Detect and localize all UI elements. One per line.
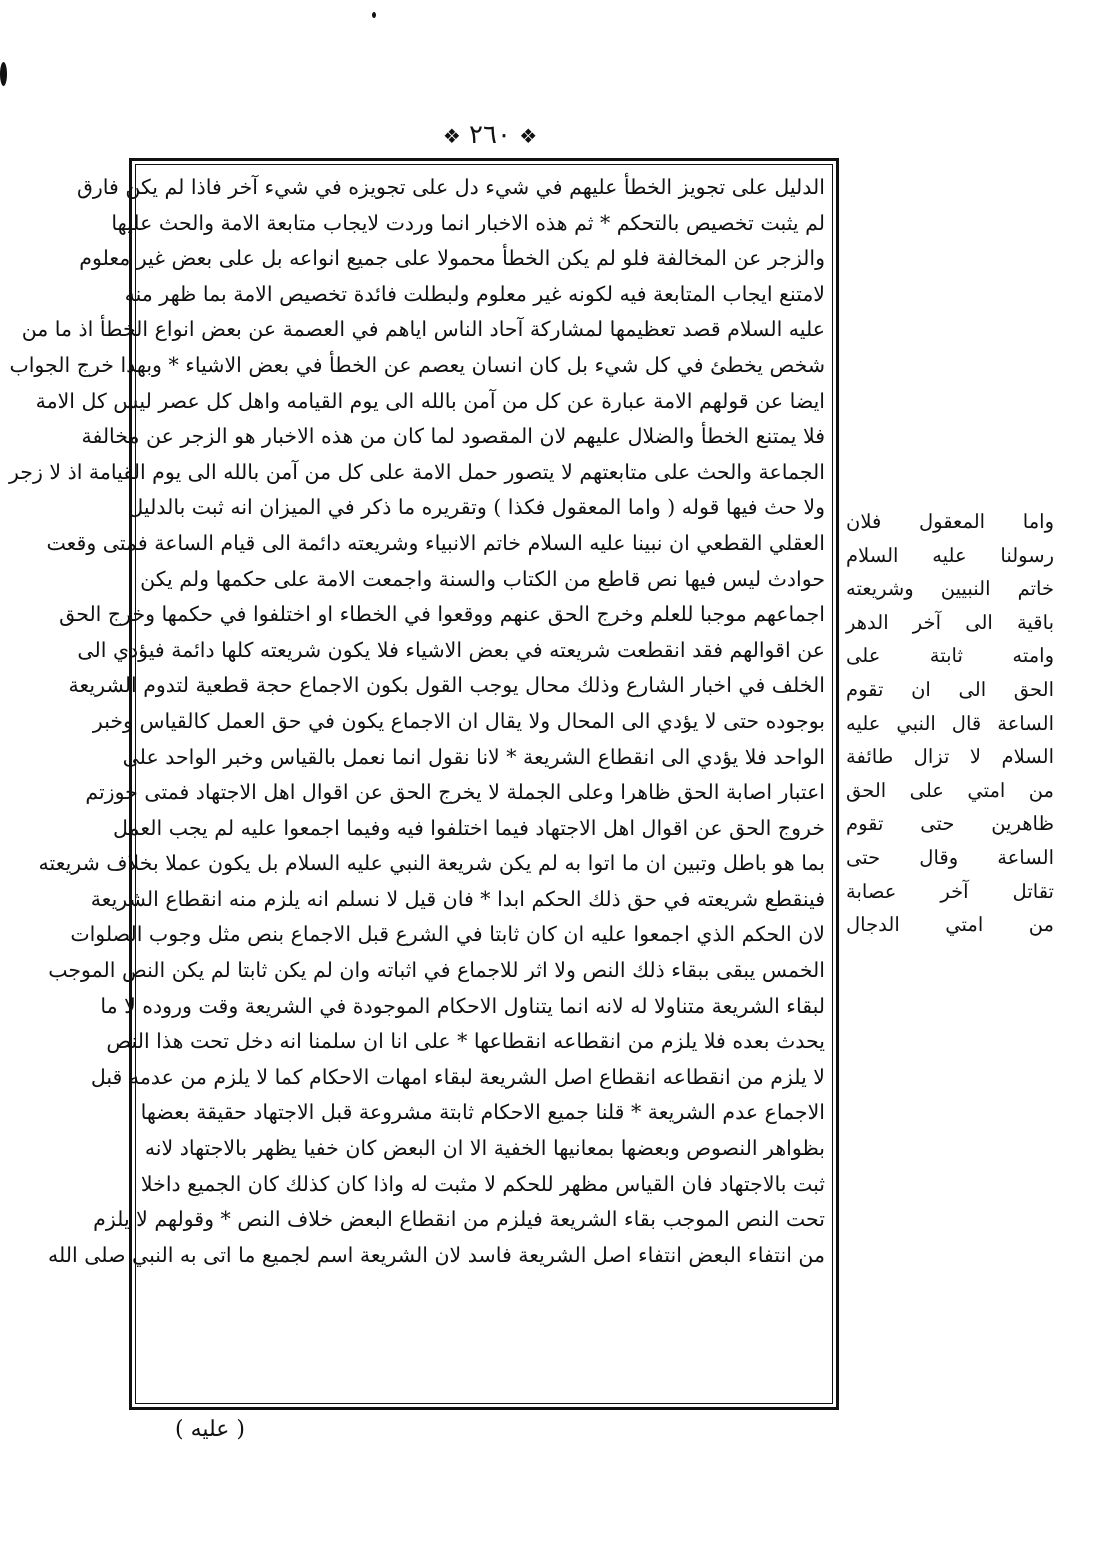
- text-line: ايضا عن قولهم الامة عبارة عن كل من آمن بالله الى يوم القيامه واهل كل عصر ليس كل الامة: [35, 388, 825, 413]
- text-line: الخلف في اخبار الشارع وذلك محال يوجب القول بكون الاجماع حجة قطعية لتدوم الشريعة: [68, 673, 825, 698]
- margin-note-line: من امتي على الحق: [846, 778, 1054, 802]
- text-line: الجماعة والحث على متابعتهم لا يتصور حمل الامة على كل من آمن بالله الى يوم القيامة اذ لا زجر: [8, 459, 825, 484]
- text-line: لامتنع ايجاب المتابعة فيه لكونه غير معلوم ولبطلت فائدة تخصيص الامة بما ظهر منه: [124, 281, 825, 306]
- text-line: والزجر عن المخالفة فلو لم يكن الخطأ محمولا على جميع انواعه بل على بعض غير معلوم: [79, 246, 825, 271]
- left-ornament-icon: ❖: [442, 124, 461, 148]
- text-line: ثبت بالاجتهاد فان القياس مظهر للحكم لا مثبت له واذا كان كذلك كان الجميع داخلا: [140, 1171, 825, 1196]
- ink-blot: [0, 62, 7, 86]
- text-line: بما هو باطل وتبين ان ما اتوا به لم يكن شريعة النبي عليه السلام بل يكون عملا بخلاف شريعته: [38, 851, 825, 876]
- page-number: [440, 118, 540, 152]
- margin-note-line: باقية الى آخر الدهر: [846, 610, 1054, 634]
- margin-note-line: واما المعقول فلان: [846, 510, 1054, 533]
- text-line: حوادث ليس فيها نص قاطع من الكتاب والسنة واجمعت الامة على حكمها ولم يكن: [140, 566, 825, 591]
- margin-note-line: رسولنا عليه السلام: [846, 543, 1054, 567]
- text-line: بوجوده حتى لا يؤدي الى المحال ولا يقال ان الاجماع يكون في حق العمل كالقياس وخبر: [92, 708, 825, 733]
- margin-note-line: وامته ثابتة على: [846, 644, 1054, 668]
- text-line: العقلي القطعي ان نبينا عليه السلام خاتم الانبياء وشريعته دائمة الى قيام الساعة فمتى وقعت: [46, 530, 825, 555]
- text-line: اعتبار اصابة الحق ظاهرا وعلى الجملة لا يخرج الحق عن اقوال اهل الاجتهاد فمتى جوزتم: [85, 780, 825, 805]
- text-line: الاجماع عدم الشريعة * قلنا جميع الاحكام ثابتة مشروعة قبل الاجتهاد حقيقة بعضها: [140, 1100, 825, 1125]
- margin-note-line: ظاهرين حتى تقوم: [846, 812, 1054, 836]
- text-line: تحت النص الموجب بقاء الشريعة فيلزم من انقطاع البعض خلاف النص * وقولهم لا يلزم: [93, 1207, 825, 1232]
- text-line: يحدث بعده فلا يلزم من انقطاعه انقطاعها * على انا ان سلمنا انه دخل تحت هذا النص: [106, 1029, 825, 1054]
- margin-note-line: الساعة قال النبي عليه: [846, 711, 1054, 735]
- page-number-text: ٢٦٠: [469, 120, 511, 150]
- margin-note: [846, 505, 1054, 942]
- text-line: شخص يخطئ في كل شيء بل كان انسان يعصم عن الخطأ في بعض الاشياء * وبهذا خرج الجواب: [9, 352, 825, 377]
- ink-dot: [372, 12, 376, 18]
- text-line: اجماعهم موجبا للعلم وخرج الحق عنهم ووقعوا في الخطاء او اختلفوا في حكمها وخرج الحق: [59, 602, 825, 627]
- margin-note-line: السلام لا تزال طائفة: [846, 745, 1054, 769]
- margin-note-line: خاتم النبيين وشريعته: [846, 577, 1054, 601]
- catchword: ( عليه ): [175, 1417, 245, 1442]
- text-line: الواحد فلا يؤدي الى انقطاع الشريعة * لانا نقول انما نعمل بالقياس وخبر الواحد على: [122, 744, 825, 769]
- text-line: فينقطع شريعته في حق ذلك الحكم ابدا * فان قيل لا نسلم انه يلزم منه انقطاع الشريعة: [90, 886, 825, 911]
- text-line: عن اقوالهم فقد انقطعت شريعته في بعض الاشياء فلا يكون شريعته كلها دائمة فيؤدي الى: [77, 637, 825, 662]
- text-line: الدليل على تجويز الخطأ عليهم في شيء دل على تجويزه في شيء آخر فاذا لم يكن فارق: [76, 175, 825, 199]
- main-text-block: [8, 170, 825, 1400]
- text-line: لا يلزم من انقطاعه انقطاع اصل الشريعة لبقاء امهات الاحكام كما لا يلزم من عدمه قبل: [90, 1064, 825, 1089]
- text-line: لم يثبت تخصيص بالتحكم * ثم هذه الاخبار انما وردت لايجاب متابعة الامة والحث عليها: [111, 210, 825, 235]
- text-line: فلا يمتنع الخطأ والضلال عليهم لان المقصود لما كان من هذه الاخبار هو الزجر عن مخالفة: [81, 424, 825, 449]
- text-line: بظواهر النصوص وبعضها بمعانيها الخفية الا ان البعض كان خفيا يظهر بالاجتهاد لانه: [144, 1136, 825, 1161]
- margin-note-line: من امتي الدجال: [846, 913, 1054, 937]
- text-line: لبقاء الشريعة متناولا له لانه انما يتناول الاحكام الموجودة في الشريعة وقت وروده لا ما: [100, 993, 825, 1018]
- right-ornament-icon: ❖: [519, 124, 538, 148]
- text-line: خروج الحق عن اقوال اهل الاجتهاد فيما اختلفوا فيه وفيما اجمعوا عليه لم يجب العمل: [112, 815, 825, 840]
- text-line: من انتفاء البعض انتفاء اصل الشريعة فاسد لان الشريعة اسم لجميع ما اتى به النبي صلى الله: [47, 1242, 825, 1267]
- text-line: ولا حث فيها قوله ( واما المعقول فكذا ) وتقريره ما ذكر في الميزان انه ثبت بالدليل: [128, 495, 825, 520]
- text-line: الخمس يبقى ببقاء ذلك النص ولا اثر للاجماع في اثباته وان لم يكن ثابتا لم يكن النص الموجب: [48, 958, 825, 983]
- margin-note-line: الحق الى ان تقوم: [846, 677, 1054, 701]
- text-line: لان الحكم الذي اجمعوا عليه ان كان ثابتا في الشرع قبل الاجماع بنص مثل وجوب الصلوات: [70, 922, 825, 947]
- text-line: عليه السلام قصد تعظيمها لمشاركة آحاد الناس اياهم في العصمة عن بعض انواع الخطأ اذ ما من: [21, 317, 825, 342]
- margin-note-line: الساعة وقال حتى: [846, 845, 1054, 869]
- margin-note-line: تقاتل آخر عصابة: [846, 879, 1054, 903]
